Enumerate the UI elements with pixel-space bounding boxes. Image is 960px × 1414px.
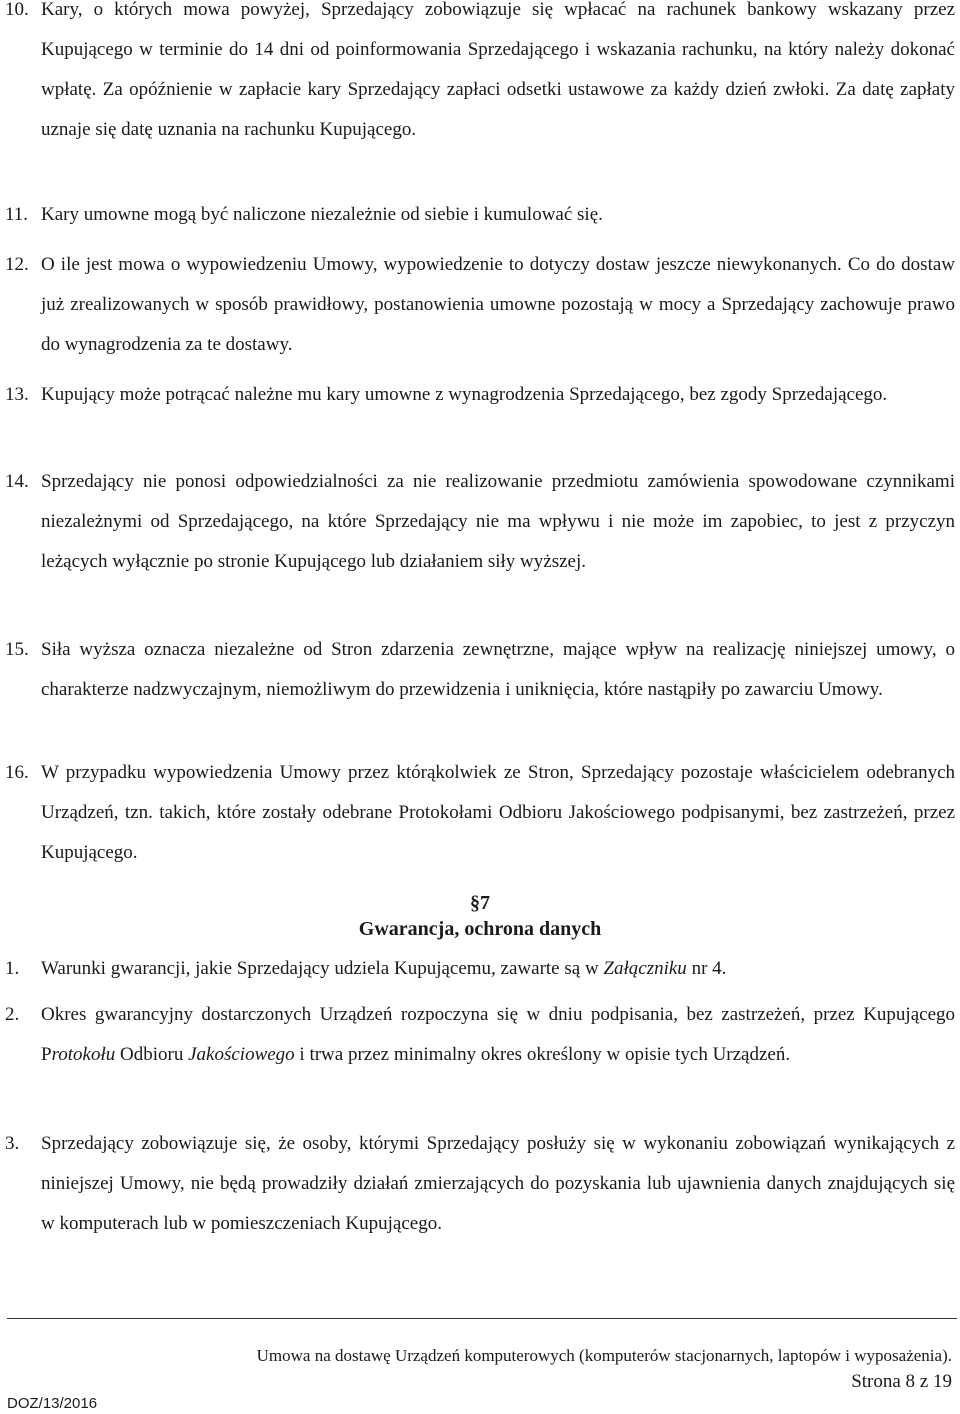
list-item-15 (0, 630, 955, 710)
item-text: Kary umowne mogą być naliczone niezależnie od siebie i kumulować się. (41, 204, 603, 225)
list-item-12 (0, 245, 955, 365)
item-number: 16. (5, 762, 29, 783)
item-text: Siła wyższa oznacza niezależne od Stron zdarzenia zewnętrzne, mające wpływ na realizację niniejszej umowy, o charakterze nadzwyczajnym, niemożliwym do przewidzenia i uniknięcia, które nastąpiły po zawarciu Umowy. (41, 639, 955, 700)
item-text: Warunki gwarancji, jakie Sprzedający udziela Kupującemu, zawarte są w Załączniku nr 4. (41, 958, 727, 979)
item-number: 14. (5, 471, 29, 492)
item-number: 15. (5, 639, 29, 660)
list-item-1 (0, 949, 955, 989)
item-text: Sprzedający zobowiązuje się, że osoby, którymi Sprzedający posłuży się w wykonaniu zobowiązań wynikających z niniejszej Umowy, nie będą prowadziły działań zmierzających do pozyskania lub ujawnienia danych znajdujących się w komputerach lub w pomieszczeniach Kupującego. (41, 1133, 955, 1234)
item-text: Kupujący może potrącać należne mu kary umowne z wynagrodzenia Sprzedającego, bez zgody Sprzedającego. (41, 384, 888, 405)
item-text: O ile jest mowa o wypowiedzeniu Umowy, wypowiedzenie to dotyczy dostaw jeszcze niewykonanych. Co do dostaw już zrealizowanych w sposób prawidłowy, postanowienia umowne pozostają w mocy a Sprzedający zachowuje prawo do wynagrodzenia za te dostawy. (41, 254, 955, 355)
section-title: Gwarancja, ochrona danych (358, 918, 602, 940)
page-number: Strona 8 z 19 (851, 1371, 952, 1392)
list-item-13 (0, 375, 955, 415)
item-text: W przypadku wypowiedzenia Umowy przez którąkolwiek ze Stron, Sprzedający pozostaje właścicielem odebranych Urządzeń, tzn. takich, które zostały odebrane Protokołami Odbioru Jakościowego podpisanymi, bez zastrzeżeń, przez Kupującego. (41, 762, 955, 863)
footer-title: Umowa na dostawę Urządzeń komputerowych (komputerów stacjonarnych, laptopów i wyposażenia). (256, 1346, 952, 1365)
footer-divider (7, 1318, 957, 1319)
item-number: 3. (5, 1133, 20, 1154)
section-number: §7 (470, 892, 490, 914)
item-number: 11. (5, 204, 29, 225)
item-number: 12. (5, 254, 29, 275)
item-number: 2. (5, 1004, 20, 1025)
list-item-14 (0, 462, 955, 582)
list-item-3 (0, 1124, 955, 1244)
document-id: DOZ/13/2016 (7, 1395, 98, 1412)
item-number: 1. (5, 958, 20, 979)
list-item-10 (0, 0, 955, 150)
item-text: Kary, o których mowa powyżej, Sprzedający zobowiązuje się wpłacać na rachunek bankowy wskazany przez Kupującego w terminie do 14 dni od poinformowania Sprzedającego i wskazania rachunku, na który należy dokonać wpłatę. Za opóźnienie w zapłacie kary Sprzedający zapłaci odsetki ustawowe za każdy dzień zwłoki. Za datę zapłaty uznaje się datę uznania na rachunku Kupującego. (41, 0, 955, 140)
attachment-name: Załączniku (603, 958, 687, 979)
list-item-11 (0, 195, 955, 235)
list-item-16 (0, 753, 955, 873)
list-item-2 (0, 995, 955, 1075)
item-number: 13. (5, 384, 29, 405)
item-number: 10. (5, 0, 29, 20)
item-text: Okres gwarancyjny dostarczonych Urządzeń rozpoczyna się w dniu podpisania, bez zastrzeżeń, przez Kupującego Protokołu Odbioru Jakościowego i trwa przez minimalny okres określony w opisie tych Urządzeń. (41, 1004, 955, 1065)
item-text: Sprzedający nie ponosi odpowiedzialności za nie realizowanie przedmiotu zamówienia spowodowane czynnikami niezależnymi od Sprzedającego, na które Sprzedający nie ma wpływu i nie może im zapobiec, to jest z przyczyn leżących wyłącznie po stronie Kupującego lub działaniem siły wyższej. (41, 471, 955, 572)
